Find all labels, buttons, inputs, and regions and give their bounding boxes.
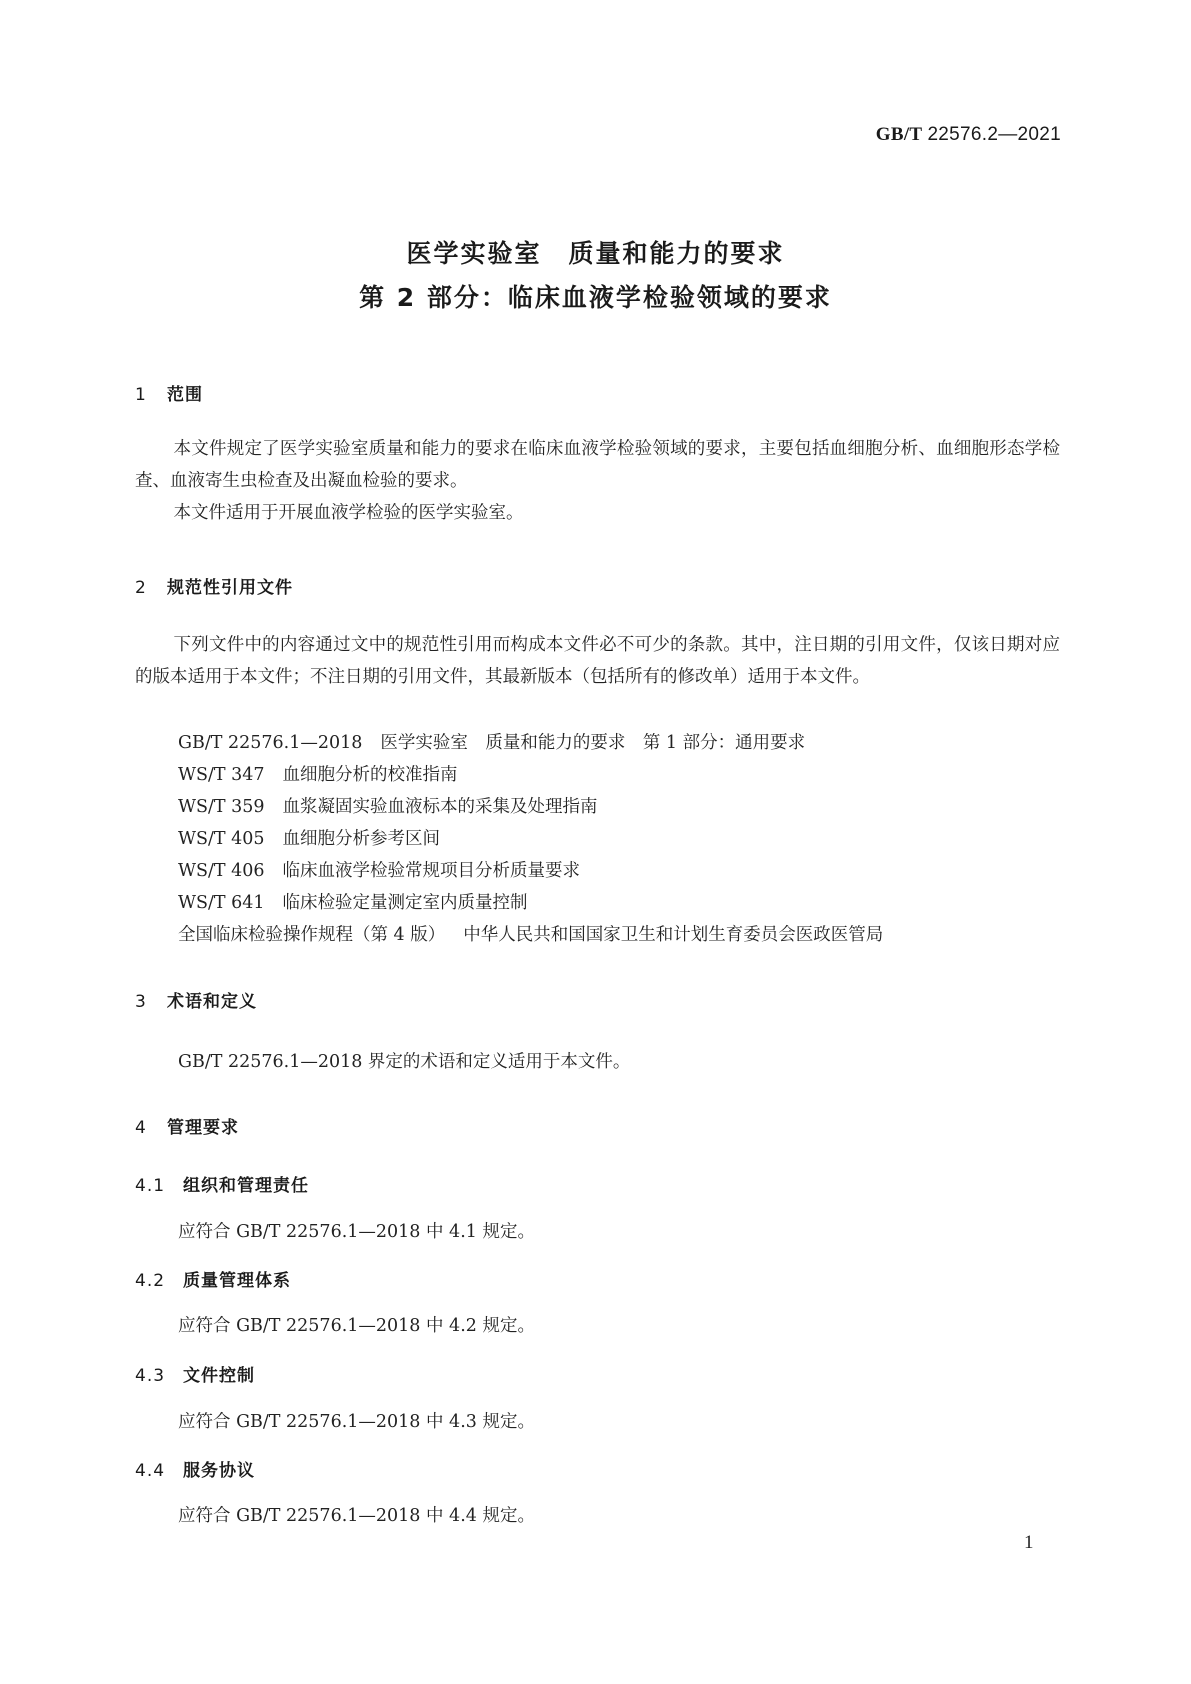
reference-code: WS/T 405: [178, 829, 265, 849]
reference-item: [178, 825, 440, 850]
subsection-title: 文件控制: [183, 1366, 255, 1386]
reference-item: [178, 889, 528, 914]
reference-code: WS/T 359: [178, 797, 265, 817]
reference-title: 血细胞分析的校准指南: [282, 765, 458, 785]
document-title-line1: 医学实验室 质量和能力的要求: [406, 239, 785, 268]
subsection-title: 服务协议: [183, 1461, 255, 1481]
reference-code: WS/T 347: [178, 765, 265, 785]
reference-code: WS/T 406: [178, 861, 265, 881]
section-heading-1: [135, 380, 203, 405]
paragraph-scope-2: 本文件适用于开展血液学检验的医学实验室。: [173, 503, 524, 523]
section-heading-4: [135, 1113, 239, 1138]
paragraph-scope-1: 本文件规定了医学实验室质量和能力的要求在临床血液学检验领域的要求，主要包括血细胞分析、血细胞形态学检查、血液寄生虫检查及出凝血检验的要求。: [135, 439, 1060, 491]
subsection-title: 组织和管理责任: [183, 1176, 309, 1196]
standard-code-header: [876, 124, 1061, 146]
subsection-heading-4-4: [135, 1456, 255, 1481]
subsection-number: 4.4: [135, 1461, 166, 1481]
subsection-title: 质量管理体系: [183, 1271, 291, 1291]
section-title: 管理要求: [167, 1118, 239, 1138]
subsection-heading-4-1: [135, 1171, 309, 1196]
page-number: 1: [1024, 1532, 1034, 1553]
reference-title: 临床血液学检验常规项目分析质量要求: [282, 861, 581, 881]
section-number: 2: [135, 578, 147, 598]
document-title-line2: 第 2 部分：临床血液学检验领域的要求: [359, 283, 832, 312]
reference-code: 全国临床检验操作规程（第 4 版）: [178, 925, 446, 945]
paragraph-terms: GB/T 22576.1—2018 界定的术语和定义适用于本文件。: [178, 1052, 631, 1072]
reference-code: WS/T 641: [178, 893, 265, 913]
section-number: 1: [135, 385, 147, 405]
subsection-number: 4.3: [135, 1366, 166, 1386]
reference-code: GB/T 22576.1—2018: [178, 733, 363, 753]
section-heading-3: [135, 987, 257, 1012]
reference-title: 血浆凝固实验血液标本的采集及处理指南: [282, 797, 598, 817]
subsection-text-4-2: 应符合 GB/T 22576.1—2018 中 4.2 规定。: [178, 1316, 535, 1336]
subsection-text-4-4: 应符合 GB/T 22576.1—2018 中 4.4 规定。: [178, 1506, 535, 1526]
standard-number: 22576.2—2021: [927, 124, 1061, 145]
subsection-number: 4.1: [135, 1176, 166, 1196]
reference-item: [178, 857, 580, 882]
reference-title: 医学实验室 质量和能力的要求 第 1 部分：通用要求: [380, 733, 806, 753]
reference-item: [178, 761, 458, 786]
standard-prefix: GB/T: [875, 124, 923, 145]
subsection-number: 4.2: [135, 1271, 166, 1291]
reference-item: [178, 921, 883, 946]
subsection-heading-4-2: [135, 1266, 291, 1291]
reference-title: 血细胞分析参考区间: [282, 829, 441, 849]
section-title: 术语和定义: [167, 992, 257, 1012]
subsection-text-4-1: 应符合 GB/T 22576.1—2018 中 4.1 规定。: [178, 1222, 535, 1242]
paragraph-normative-refs: 下列文件中的内容通过文中的规范性引用而构成本文件必不可少的条款。其中，注日期的引用文件，仅该日期对应的版本适用于本文件；不注日期的引用文件，其最新版本（包括所有的修改单）适用于本文件。: [135, 635, 1060, 687]
reference-title: 临床检验定量测定室内质量控制: [282, 893, 528, 913]
section-number: 3: [135, 992, 147, 1012]
section-title: 规范性引用文件: [167, 578, 293, 598]
reference-item: [178, 793, 598, 818]
subsection-text-4-3: 应符合 GB/T 22576.1—2018 中 4.3 规定。: [178, 1412, 535, 1432]
section-number: 4: [135, 1118, 147, 1138]
section-title: 范围: [167, 385, 203, 405]
reference-title: 中华人民共和国国家卫生和计划生育委员会医政医管局: [463, 925, 884, 945]
reference-item: [178, 729, 805, 754]
subsection-heading-4-3: [135, 1361, 255, 1386]
section-heading-2: [135, 573, 293, 598]
